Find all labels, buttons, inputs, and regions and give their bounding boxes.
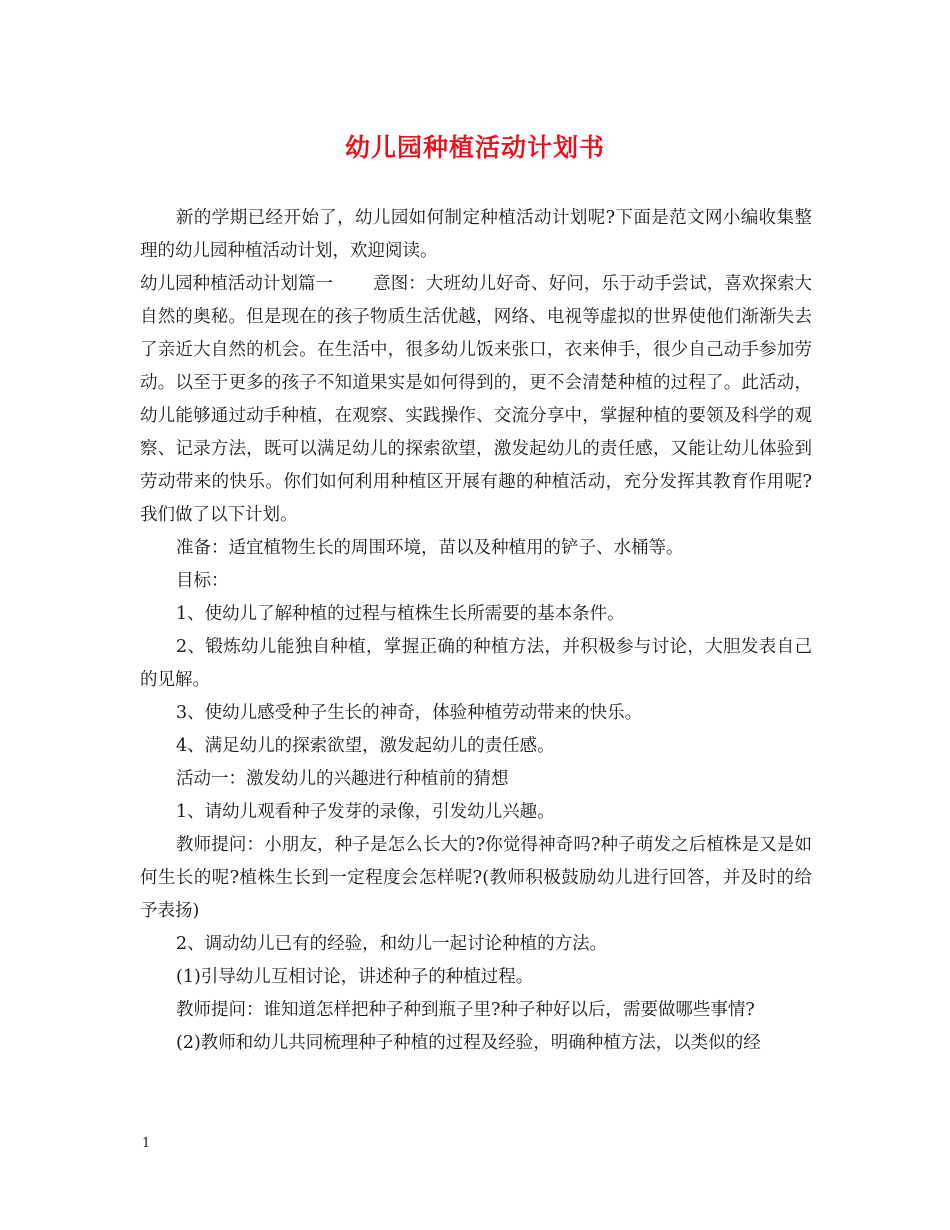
paragraph-preparation: 准备：适宜植物生长的周围环境，苗以及种植用的铲子、水桶等。: [176, 538, 684, 558]
section-intent-text: 意图：大班幼儿好奇、好问，乐于动手尝试，喜欢探索大自然的奥秘。但是现在的孩子物质生活优越，网络、电视等虚拟的世界使他们渐渐失去了亲近大自然的机会。在生活中，很多幼儿饭来张口，衣来伸手，很少自己动手参加劳动。以至于更多的孩子不知道果实是如何得到的，更不会清楚种植的过程了。此活动，幼儿能够通过动手种植，在观察、实践操作、交流分享中，掌握种植的要领及科学的观察、记录方法，既可以满足幼儿的探索欲望，激发起幼儿的责任感，又能让幼儿体验到劳动带来的快乐。你们如何利用种植区开展有趣的种植活动，充分发挥其教育作用呢?我们做了以下计划。: [140, 274, 813, 525]
page-number: 1: [142, 1136, 151, 1151]
paragraph-goal-3: 3、使幼儿感受种子生长的神奇，体验种植劳动带来的快乐。: [176, 703, 643, 723]
paragraph-goal-1: 1、使幼儿了解种植的过程与植株生长所需要的基本条件。: [176, 604, 625, 624]
paragraph-activity-one: 活动一：激发幼儿的兴趣进行种植前的猜想: [176, 769, 509, 789]
paragraph-step-2: 2、调动幼儿已有的经验，和幼儿一起讨论种植的方法。: [176, 934, 608, 954]
paragraph-section-one: [140, 268, 812, 532]
document-body: [140, 202, 812, 1060]
paragraph-teacher-question-1: 教师提问：小朋友，种子是怎么长大的?你觉得神奇吗?种子萌发之后植株是又是如何生长的呢?植株生长到一定程度会怎样呢?(教师积极鼓励幼儿进行回答，并及时的给予表扬): [140, 835, 812, 921]
paragraph-intro: 新的学期已经开始了，幼儿园如何制定种植活动计划呢?下面是范文网小编收集整理的幼儿园种植活动计划，欢迎阅读。: [140, 208, 812, 261]
paragraph-substep-2: (2)教师和幼儿共同梳理种子种植的过程及经验，明确种植方法，以类似的经: [176, 1033, 761, 1053]
paragraph-step-1: 1、请幼儿观看种子发芽的录像，引发幼儿兴趣。: [176, 802, 555, 822]
paragraph-teacher-question-2: 教师提问：谁知道怎样把种子种到瓶子里?种子种好以后，需要做哪些事情?: [176, 1000, 755, 1020]
paragraph-goal-2: 2、锻炼幼儿能独自种植，掌握正确的种植方法，并积极参与讨论，大胆发表自己的见解。: [140, 637, 812, 690]
paragraph-goal-4: 4、满足幼儿的探索欲望，激发起幼儿的责任感。: [176, 736, 555, 756]
paragraph-goals-heading: 目标：: [176, 571, 229, 591]
paragraph-substep-1: (1)引导幼儿互相讨论，讲述种子的种植过程。: [176, 967, 534, 987]
document-title: 幼儿园种植活动计划书: [344, 133, 605, 162]
section-heading: 幼儿园种植活动计划篇一: [140, 274, 334, 294]
